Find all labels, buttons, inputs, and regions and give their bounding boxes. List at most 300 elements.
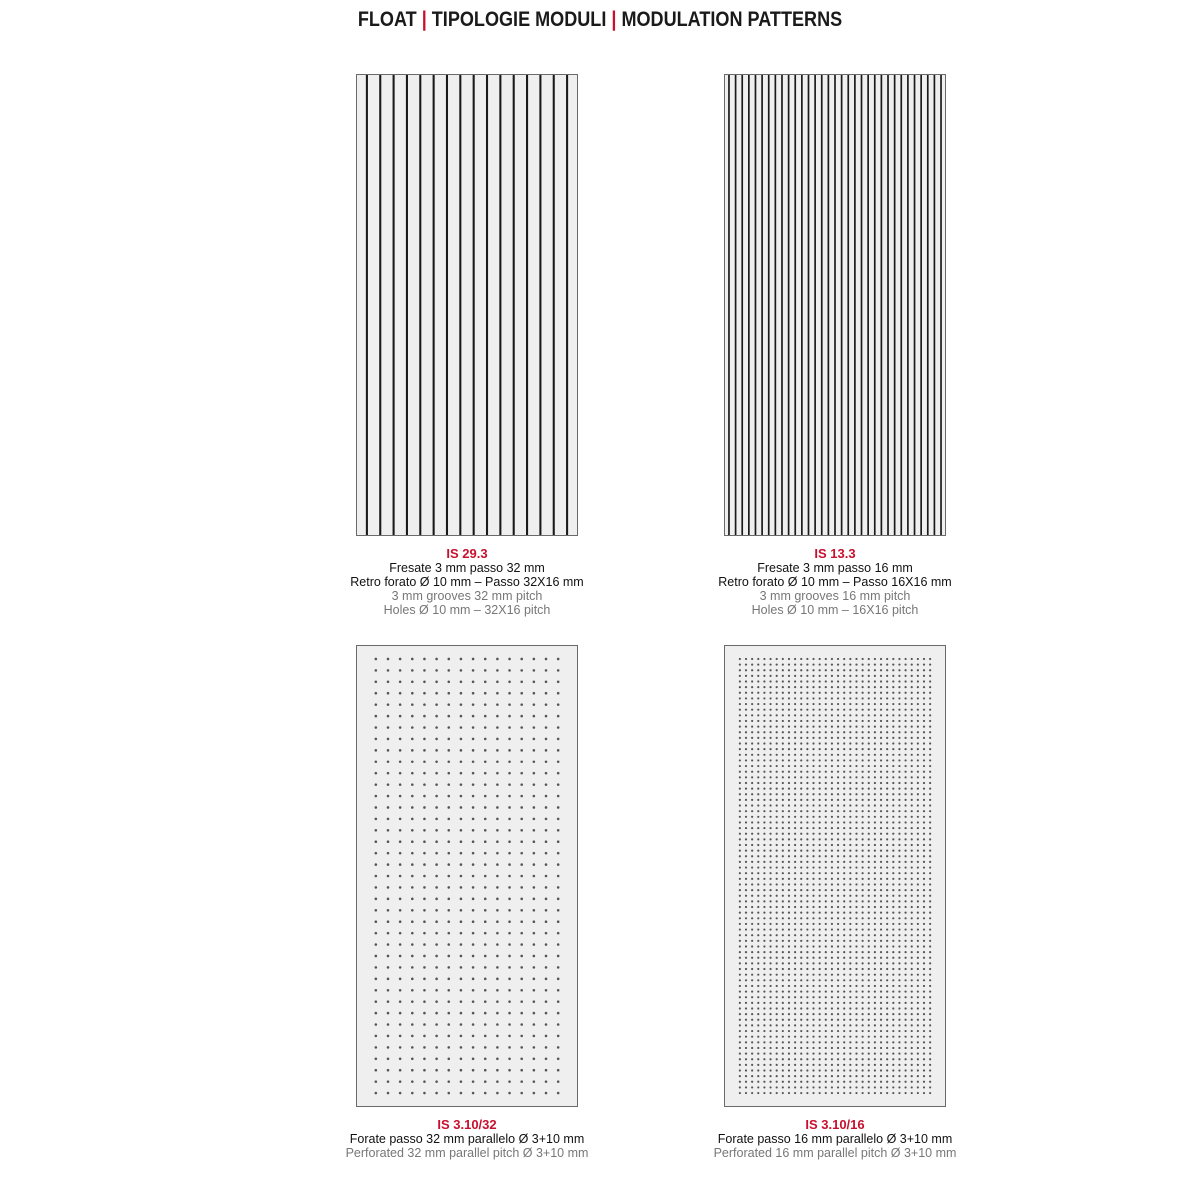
hole-dot bbox=[776, 895, 778, 897]
hole-dot bbox=[874, 900, 876, 902]
hole-dot bbox=[819, 1064, 821, 1066]
hole-dot bbox=[806, 658, 808, 660]
hole-dot bbox=[751, 974, 753, 976]
hole-dot bbox=[769, 940, 771, 942]
hole-dot bbox=[745, 742, 747, 744]
hole-dot bbox=[387, 920, 390, 923]
hole-dot bbox=[904, 850, 906, 852]
hole-dot bbox=[911, 855, 913, 857]
hole-dot bbox=[843, 726, 845, 728]
hole-dot bbox=[904, 1092, 906, 1094]
hole-dot bbox=[794, 703, 796, 705]
hole-dot bbox=[831, 697, 833, 699]
hole-dot bbox=[904, 759, 906, 761]
hole-dot bbox=[508, 966, 511, 969]
hole-dot bbox=[929, 1041, 931, 1043]
hole-dot bbox=[447, 955, 450, 958]
hole-dot bbox=[898, 1036, 900, 1038]
hole-dot bbox=[911, 968, 913, 970]
hole-dot bbox=[769, 737, 771, 739]
hole-dot bbox=[545, 978, 548, 981]
hole-dot bbox=[788, 663, 790, 665]
hole-dot bbox=[411, 783, 414, 786]
hole-dot bbox=[800, 1036, 802, 1038]
hole-dot bbox=[868, 1075, 870, 1077]
hole-dot bbox=[435, 726, 438, 729]
hole-dot bbox=[812, 912, 814, 914]
hole-dot bbox=[886, 889, 888, 891]
hole-dot bbox=[898, 974, 900, 976]
hole-dot bbox=[923, 742, 925, 744]
hole-dot bbox=[788, 838, 790, 840]
hole-dot bbox=[843, 1036, 845, 1038]
hole-dot bbox=[508, 749, 511, 752]
hole-dot bbox=[769, 788, 771, 790]
hole-dot bbox=[819, 1069, 821, 1071]
hole-dot bbox=[745, 1086, 747, 1088]
hole-dot bbox=[800, 1019, 802, 1021]
hole-dot bbox=[843, 1092, 845, 1094]
hole-dot bbox=[886, 804, 888, 806]
hole-dot bbox=[886, 737, 888, 739]
hole-dot bbox=[929, 985, 931, 987]
hole-dot bbox=[739, 714, 741, 716]
hole-dot bbox=[545, 840, 548, 843]
hole-dot bbox=[533, 692, 536, 695]
hole-dot bbox=[484, 1035, 487, 1038]
hole-dot bbox=[794, 804, 796, 806]
hole-dot bbox=[911, 1002, 913, 1004]
hole-dot bbox=[837, 844, 839, 846]
hole-dot bbox=[788, 844, 790, 846]
hole-dot bbox=[819, 714, 821, 716]
hole-dot bbox=[739, 990, 741, 992]
hole-dot bbox=[447, 932, 450, 935]
hole-dot bbox=[843, 866, 845, 868]
hole-dot bbox=[929, 866, 931, 868]
hole-dot bbox=[399, 898, 402, 901]
hole-dot bbox=[782, 990, 784, 992]
hole-dot bbox=[806, 782, 808, 784]
hole-dot bbox=[769, 1092, 771, 1094]
hole-dot bbox=[874, 912, 876, 914]
hole-dot bbox=[782, 866, 784, 868]
hole-dot bbox=[557, 692, 560, 695]
hole-dot bbox=[831, 934, 833, 936]
hole-dot bbox=[929, 940, 931, 942]
hole-dot bbox=[892, 1086, 894, 1088]
hole-dot bbox=[788, 917, 790, 919]
hole-dot bbox=[769, 866, 771, 868]
hole-dot bbox=[399, 920, 402, 923]
hole-dot bbox=[868, 748, 870, 750]
hole-dot bbox=[898, 1013, 900, 1015]
hole-dot bbox=[819, 1030, 821, 1032]
hole-dot bbox=[837, 855, 839, 857]
hole-dot bbox=[849, 928, 851, 930]
hole-dot bbox=[812, 979, 814, 981]
hole-dot bbox=[831, 996, 833, 998]
panel-is-29-3 bbox=[356, 74, 578, 536]
hole-dot bbox=[812, 1013, 814, 1015]
hole-dot bbox=[825, 928, 827, 930]
hole-dot bbox=[892, 1081, 894, 1083]
hole-dot bbox=[763, 1024, 765, 1026]
hole-dot bbox=[508, 1035, 511, 1038]
hole-dot bbox=[782, 799, 784, 801]
hole-dot bbox=[868, 810, 870, 812]
hole-dot bbox=[917, 1030, 919, 1032]
hole-dot bbox=[819, 872, 821, 874]
hole-dot bbox=[794, 1075, 796, 1077]
hole-dot bbox=[923, 703, 925, 705]
hole-dot bbox=[763, 663, 765, 665]
hole-dot bbox=[868, 714, 870, 716]
hole-dot bbox=[435, 920, 438, 923]
hole-dot bbox=[533, 760, 536, 763]
hole-dot bbox=[769, 804, 771, 806]
hole-dot bbox=[911, 765, 913, 767]
hole-dot bbox=[898, 889, 900, 891]
hole-dot bbox=[435, 760, 438, 763]
hole-dot bbox=[782, 788, 784, 790]
hole-dot bbox=[819, 720, 821, 722]
hole-dot bbox=[911, 816, 913, 818]
hole-dot bbox=[923, 827, 925, 829]
hole-dot bbox=[892, 906, 894, 908]
hole-dot bbox=[831, 940, 833, 942]
hole-dot bbox=[806, 974, 808, 976]
hole-dot bbox=[868, 697, 870, 699]
hole-dot bbox=[745, 838, 747, 840]
hole-dot bbox=[862, 1041, 864, 1043]
hole-dot bbox=[862, 968, 864, 970]
hole-dot bbox=[868, 821, 870, 823]
hole-dot bbox=[800, 900, 802, 902]
hole-dot bbox=[911, 979, 913, 981]
hole-dot bbox=[800, 726, 802, 728]
hole-dot bbox=[460, 955, 463, 958]
hole-dot bbox=[862, 703, 864, 705]
hole-dot bbox=[874, 821, 876, 823]
hole-dot bbox=[843, 883, 845, 885]
hole-dot bbox=[447, 852, 450, 855]
hole-dot bbox=[800, 804, 802, 806]
hole-dot bbox=[411, 749, 414, 752]
hole-dot bbox=[886, 917, 888, 919]
hole-dot bbox=[880, 754, 882, 756]
hole-dot bbox=[929, 810, 931, 812]
hole-dot bbox=[917, 1047, 919, 1049]
hole-dot bbox=[782, 827, 784, 829]
hole-dot bbox=[868, 1081, 870, 1083]
hole-dot bbox=[751, 990, 753, 992]
hole-dot bbox=[898, 1019, 900, 1021]
hole-dot bbox=[757, 1069, 759, 1071]
hole-dot bbox=[831, 866, 833, 868]
hole-dot bbox=[923, 850, 925, 852]
hole-dot bbox=[843, 1064, 845, 1066]
hole-dot bbox=[776, 692, 778, 694]
hole-dot bbox=[763, 821, 765, 823]
hole-dot bbox=[911, 923, 913, 925]
hole-dot bbox=[533, 658, 536, 661]
hole-dot bbox=[862, 726, 864, 728]
hole-dot bbox=[904, 900, 906, 902]
hole-dot bbox=[898, 731, 900, 733]
hole-dot bbox=[751, 1081, 753, 1083]
hole-dot bbox=[904, 1041, 906, 1043]
hole-dot bbox=[855, 990, 857, 992]
hole-dot bbox=[533, 680, 536, 683]
hole-dot bbox=[911, 1058, 913, 1060]
hole-dot bbox=[911, 844, 913, 846]
hole-dot bbox=[399, 715, 402, 718]
hole-dot bbox=[855, 889, 857, 891]
hole-dot bbox=[769, 680, 771, 682]
hole-dot bbox=[387, 1023, 390, 1026]
hole-dot bbox=[751, 742, 753, 744]
hole-dot bbox=[904, 1013, 906, 1015]
hole-dot bbox=[533, 772, 536, 775]
hole-dot bbox=[904, 742, 906, 744]
hole-dot bbox=[843, 906, 845, 908]
hole-dot bbox=[739, 675, 741, 677]
hole-dot bbox=[782, 759, 784, 761]
hole-dot bbox=[794, 1024, 796, 1026]
hole-dot bbox=[763, 726, 765, 728]
hole-dot bbox=[911, 957, 913, 959]
hole-dot bbox=[892, 917, 894, 919]
hole-dot bbox=[812, 990, 814, 992]
hole-dot bbox=[929, 675, 931, 677]
hole-dot bbox=[868, 833, 870, 835]
hole-dot bbox=[874, 748, 876, 750]
hole-dot bbox=[812, 686, 814, 688]
hole-dot bbox=[788, 1030, 790, 1032]
hole-dot bbox=[794, 697, 796, 699]
hole-dot bbox=[862, 1002, 864, 1004]
hole-dot bbox=[757, 1036, 759, 1038]
hole-dot bbox=[794, 675, 796, 677]
hole-dot bbox=[855, 1092, 857, 1094]
hole-dot bbox=[745, 889, 747, 891]
hole-dot bbox=[769, 759, 771, 761]
hole-dot bbox=[825, 855, 827, 857]
hole-dot bbox=[843, 872, 845, 874]
hole-dot bbox=[794, 669, 796, 671]
hole-dot bbox=[423, 692, 426, 695]
hole-dot bbox=[508, 692, 511, 695]
hole-dot bbox=[862, 765, 864, 767]
hole-dot bbox=[812, 928, 814, 930]
hole-dot bbox=[911, 804, 913, 806]
hole-dot bbox=[757, 1081, 759, 1083]
hole-dot bbox=[435, 772, 438, 775]
hole-dot bbox=[545, 966, 548, 969]
hole-dot bbox=[855, 1030, 857, 1032]
hole-dot bbox=[812, 1002, 814, 1004]
hole-dot bbox=[855, 827, 857, 829]
hole-dot bbox=[800, 1002, 802, 1004]
hole-dot bbox=[484, 1012, 487, 1015]
hole-dot bbox=[776, 906, 778, 908]
hole-dot bbox=[745, 680, 747, 682]
hole-dot bbox=[739, 945, 741, 947]
hole-dot bbox=[819, 923, 821, 925]
hole-dot bbox=[917, 917, 919, 919]
hole-dot bbox=[892, 1030, 894, 1032]
hole-dot bbox=[929, 726, 931, 728]
hole-dot bbox=[892, 675, 894, 677]
hole-dot bbox=[917, 1013, 919, 1015]
hole-dot bbox=[782, 1092, 784, 1094]
hole-dot bbox=[825, 974, 827, 976]
hole-dot bbox=[837, 850, 839, 852]
hole-dot bbox=[739, 962, 741, 964]
hole-dot bbox=[806, 985, 808, 987]
hole-dot bbox=[923, 1047, 925, 1049]
hole-dot bbox=[763, 917, 765, 919]
hole-dot bbox=[375, 829, 378, 832]
hole-dot bbox=[886, 680, 888, 682]
hole-dot bbox=[387, 783, 390, 786]
hole-dot bbox=[812, 861, 814, 863]
hole-dot bbox=[843, 1086, 845, 1088]
hole-dot bbox=[868, 1047, 870, 1049]
hole-dot bbox=[782, 962, 784, 964]
hole-dot bbox=[484, 669, 487, 672]
hole-dot bbox=[911, 861, 913, 863]
hole-dot bbox=[782, 1041, 784, 1043]
hole-dot bbox=[763, 968, 765, 970]
hole-dot bbox=[763, 850, 765, 852]
hole-dot bbox=[923, 906, 925, 908]
hole-dot bbox=[751, 1019, 753, 1021]
hole-dot bbox=[812, 844, 814, 846]
groove-pattern bbox=[357, 75, 577, 535]
hole-dot bbox=[757, 754, 759, 756]
hole-dot bbox=[739, 788, 741, 790]
hole-dot bbox=[782, 821, 784, 823]
hole-dot bbox=[904, 1064, 906, 1066]
hole-dot bbox=[874, 861, 876, 863]
hole-dot bbox=[911, 1036, 913, 1038]
hole-dot bbox=[911, 1086, 913, 1088]
hole-dot bbox=[782, 1064, 784, 1066]
hole-dot bbox=[757, 974, 759, 976]
hole-dot bbox=[763, 979, 765, 981]
hole-dot bbox=[825, 883, 827, 885]
hole-dot bbox=[782, 731, 784, 733]
hole-dot bbox=[868, 782, 870, 784]
hole-dot bbox=[751, 889, 753, 891]
hole-dot bbox=[447, 692, 450, 695]
hole-dot bbox=[843, 895, 845, 897]
hole-dot bbox=[880, 720, 882, 722]
hole-dot bbox=[923, 1075, 925, 1077]
hole-dot bbox=[923, 1019, 925, 1021]
hole-dot bbox=[886, 850, 888, 852]
hole-dot bbox=[411, 1023, 414, 1026]
hole-dot bbox=[769, 703, 771, 705]
hole-dot bbox=[375, 1000, 378, 1003]
hole-dot bbox=[843, 1052, 845, 1054]
hole-dot bbox=[843, 697, 845, 699]
hole-dot bbox=[751, 895, 753, 897]
hole-dot bbox=[855, 1002, 857, 1004]
hole-dot bbox=[843, 1019, 845, 1021]
hole-dot bbox=[898, 934, 900, 936]
hole-dot bbox=[757, 1052, 759, 1054]
hole-dot bbox=[855, 878, 857, 880]
hole-dot bbox=[800, 968, 802, 970]
hole-dot bbox=[806, 1007, 808, 1009]
module-code: IS 3.10/32 bbox=[437, 1117, 497, 1132]
hole-dot bbox=[763, 680, 765, 682]
hole-dot bbox=[862, 844, 864, 846]
hole-dot bbox=[862, 658, 864, 660]
hole-dot bbox=[751, 934, 753, 936]
hole-dot bbox=[862, 917, 864, 919]
hole-dot bbox=[880, 1052, 882, 1054]
hole-dot bbox=[782, 709, 784, 711]
hole-dot bbox=[812, 782, 814, 784]
hole-dot bbox=[904, 788, 906, 790]
hole-dot bbox=[868, 658, 870, 660]
hole-dot bbox=[776, 1013, 778, 1015]
hole-dot bbox=[399, 806, 402, 809]
hole-dot bbox=[880, 951, 882, 953]
hole-dot bbox=[520, 738, 523, 741]
hole-dot bbox=[849, 759, 851, 761]
hole-dot bbox=[812, 1064, 814, 1066]
hole-dot bbox=[757, 833, 759, 835]
hole-dot bbox=[849, 703, 851, 705]
hole-dot bbox=[423, 795, 426, 798]
hole-dot bbox=[447, 680, 450, 683]
hole-dot bbox=[892, 1047, 894, 1049]
hole-dot bbox=[545, 955, 548, 958]
hole-dot bbox=[892, 793, 894, 795]
hole-dot bbox=[435, 1023, 438, 1026]
hole-dot bbox=[843, 1024, 845, 1026]
hole-dot bbox=[825, 720, 827, 722]
hole-dot bbox=[399, 1046, 402, 1049]
hole-dot bbox=[375, 1080, 378, 1083]
hole-dot bbox=[923, 748, 925, 750]
hole-dot bbox=[460, 1057, 463, 1060]
hole-dot bbox=[917, 1024, 919, 1026]
hole-dot bbox=[788, 1041, 790, 1043]
hole-dot bbox=[923, 821, 925, 823]
spec-line-en: Holes Ø 10 mm – 32X16 pitch bbox=[383, 603, 551, 617]
hole-dot bbox=[447, 943, 450, 946]
spec-line-it: Forate passo 16 mm parallelo Ø 3+10 mm bbox=[717, 1132, 953, 1146]
hole-dot bbox=[929, 793, 931, 795]
hole-dot bbox=[819, 928, 821, 930]
hole-dot bbox=[819, 996, 821, 998]
hole-dot bbox=[868, 703, 870, 705]
hole-dot bbox=[917, 692, 919, 694]
hole-dot bbox=[892, 1019, 894, 1021]
hole-dot bbox=[886, 1052, 888, 1054]
hole-dot bbox=[545, 875, 548, 878]
hole-dot bbox=[763, 934, 765, 936]
hole-dot bbox=[557, 920, 560, 923]
hole-dot bbox=[923, 1030, 925, 1032]
hole-dot bbox=[484, 943, 487, 946]
